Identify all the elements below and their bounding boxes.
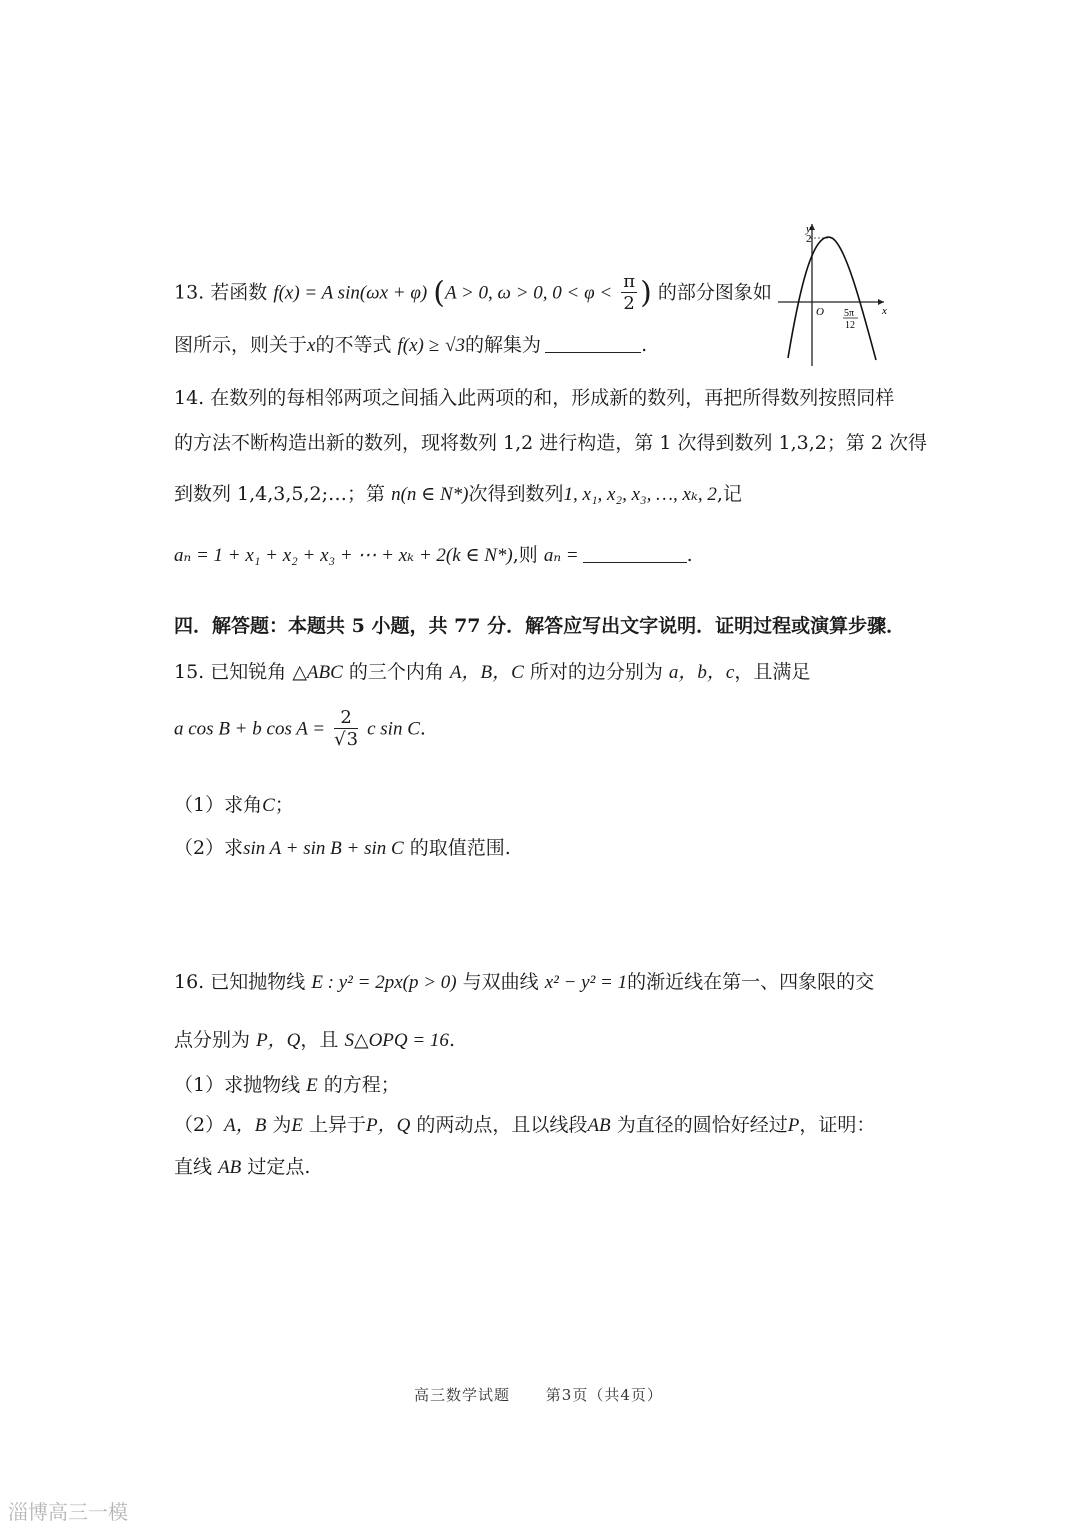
q15-part1: （1）求角C； <box>174 794 294 816</box>
q16-line2: 点分别为 P，Q，且 S△OPQ = 16. <box>174 1029 455 1051</box>
y-axis-label: y <box>806 223 811 235</box>
q15-line1: 15. 已知锐角 △ABC 的三个内角 A，B，C 所对的边分别为 a，b，c，且满足 <box>174 661 811 683</box>
q13-answer-blank <box>545 334 641 353</box>
q16-part1: （1）求抛物线 E 的方程； <box>174 1074 400 1096</box>
q13-pi-over-2: $\frac{\pi}{2}$ <box>623 271 636 314</box>
q14-line4: aₙ = 1 + x₁ + x₂ + x₃ + ⋯ + xₖ + 2(k ∈ N*),则 aₙ = . <box>174 544 693 566</box>
two-over-sqrt3: $\frac{2}{√3}$ <box>334 707 359 750</box>
q15-part2: （2）求sin A + sin B + sin C 的取值范围. <box>174 837 511 859</box>
footer-title: 高三数学试题 <box>414 1386 511 1404</box>
q13-line1: 13. 若函数 f(x) = A sin(ωx + φ) (A > 0, ω > 0, 0 < φ < $\frac{\pi}{2}$ ) 的部分图象如 <box>174 271 772 314</box>
footer-page-number: 第3页（共4页） <box>545 1386 663 1404</box>
watermark: 淄博高三一模 <box>8 1500 128 1524</box>
q16-line1: 16. 已知抛物线 E : y² = 2px(p > 0) 与双曲线 x² − y² = 1的渐近线在第一、四象限的交 <box>174 971 875 993</box>
q14-line2: 的方法不断构造出新的数列，现将数列 1,2 进行构造，第 1 次得到数列 1,3,2；第 2 次得 <box>174 432 928 454</box>
q13-tail: 的部分图象如 <box>657 281 772 304</box>
sine-graph <box>776 218 896 368</box>
y-tick-2: 2 <box>806 233 812 245</box>
q14-answer-blank <box>583 544 687 563</box>
q14-line3: 到数列 1,4,3,5,2;…；第 n(n ∈ N*)次得到数列1, x₁, x₂, x₃, …, xₖ, 2,记 <box>174 483 742 505</box>
section4-heading: 四．解答题：本题共 5 小题，共 77 分．解答应写出文字说明．证明过程或演算步骤． <box>174 615 906 637</box>
sine-curve <box>788 237 876 360</box>
q13-conditions: A > 0, ω > 0, 0 < φ < <box>444 282 613 304</box>
q15-equation: a cos B + b cos A = $\frac{2}{√3}$ c sin C. <box>174 707 426 750</box>
x-axis-label: x <box>882 305 887 317</box>
q14-line1: 14. 在数列的每相邻两项之间插入此两项的和，形成新的数列，再把所得数列按照同样 <box>174 387 895 409</box>
sqrt3: √3 <box>445 335 466 356</box>
q13-intro: 13. 若函数 <box>174 281 268 304</box>
x-tick-den: 12 <box>845 320 855 331</box>
x-tick-num: 5π <box>844 308 855 319</box>
q13-line2: 图所示，则关于x的不等式 f(x) ≥ √3的解集为 . <box>174 334 648 356</box>
page-footer <box>414 1384 693 1405</box>
q16-part2: （2）A，B 为E 上异于P，Q 的两动点，且以线段AB 为直径的圆恰好经过P，证明： <box>174 1114 876 1136</box>
q13-function: f(x) = A sin(ωx + φ) <box>273 282 428 304</box>
q16-line5: 直线 AB 过定点. <box>174 1156 311 1178</box>
origin-label: O <box>816 306 824 318</box>
